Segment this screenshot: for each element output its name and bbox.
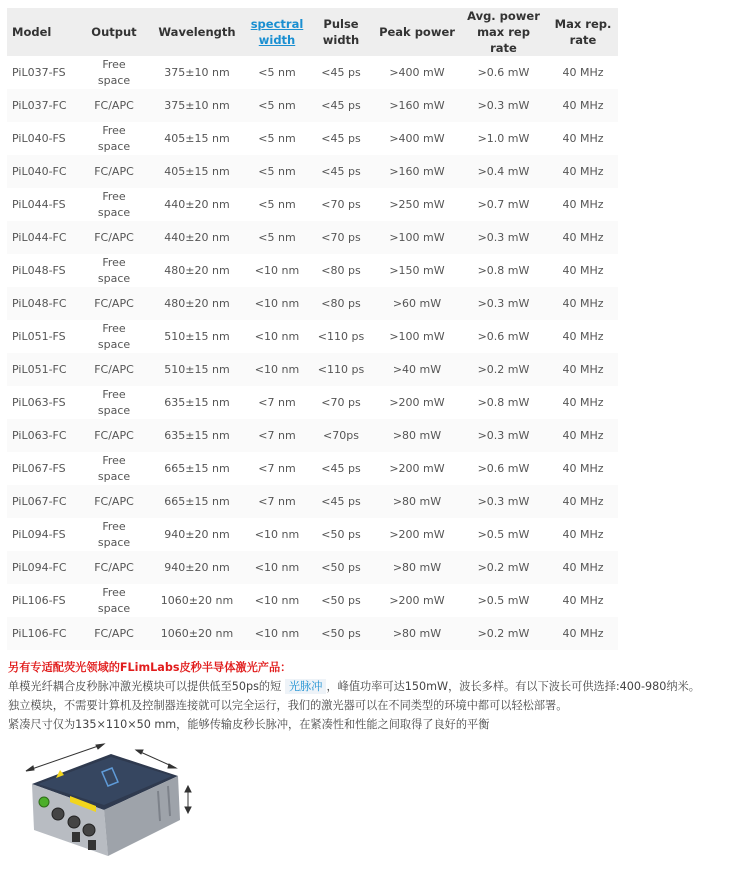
cell-output [81,419,147,452]
cell-peak: >80 mW [375,617,459,650]
laser-module-icon [8,738,208,868]
cell-wavelength: 940±20 nm [164,527,230,541]
cell-spectral: <10 nm [254,263,300,277]
cell-avg: >0.3 mW [459,89,548,122]
cell-peak: >160 mW [375,155,459,188]
output-value: Free space [97,123,131,153]
cell-rep: 40 MHz [548,89,618,122]
cell-pulse: <50 ps [307,617,375,650]
cell-spectral: <7 nm [247,485,307,518]
cell-wavelength: 375±10 nm [147,89,247,122]
output-value: Free space [97,255,131,285]
cell-pulse: <45 ps [307,155,375,188]
laser-module-image [8,738,208,872]
cell-wavelength: 635±15 nm [164,395,230,409]
cell-output [81,518,147,551]
cell-spectral: <7 nm [247,419,307,452]
cell-wavelength: 480±20 nm [164,263,230,277]
pulse-width-line2: width [322,33,360,47]
output-value: FC/APC [94,494,134,508]
cell-rep: 40 MHz [562,263,604,277]
cell-avg: >0.5 mW [477,593,530,607]
cell-output [81,56,147,89]
cell-model: PiL037-FS [12,65,66,79]
cell-peak: >200 mW [389,593,445,607]
cell-wavelength: 480±20 nm [147,287,247,320]
cell-avg: >0.3 mW [459,485,548,518]
cell-avg: >0.8 mW [477,395,530,409]
output-value: FC/APC [94,230,134,244]
pulse-width-line1: Pulse [323,17,359,31]
cell-pulse: <45 ps [321,65,361,79]
output-value: Free space [97,57,131,87]
notes-line-3: 紧凑尺寸仅为135×110×50 mm，能够传输皮秒长脉冲，在紧凑性和性能之间取得了良好的平衡 [8,718,490,731]
cell-model: PiL063-FS [12,395,66,409]
cell-model: PiL044-FC [7,221,81,254]
cell-rep: 40 MHz [548,551,618,584]
cell-peak: >80 mW [375,485,459,518]
cell-peak: >100 mW [389,329,445,343]
cell-rep: 40 MHz [562,527,604,541]
cell-avg: >0.3 mW [459,287,548,320]
cell-output [81,89,147,122]
cell-rep: 40 MHz [562,197,604,211]
cell-spectral: <10 nm [247,551,307,584]
table-row [7,287,618,320]
cell-spectral: <10 nm [254,593,300,607]
table-row [7,551,618,584]
cell-avg: >0.2 mW [459,617,548,650]
cell-avg: >1.0 mW [477,131,530,145]
table-row [7,584,618,617]
cell-model: PiL067-FC [7,485,81,518]
product-notes [8,658,743,734]
notes-line-1-text: 单模光纤耦合皮秒脉冲激光模块可以提供低至50ps的短 [8,680,282,693]
table-row [7,221,618,254]
cell-avg: >0.2 mW [459,551,548,584]
cell-output [81,320,147,353]
max-rep-line1: Max rep. [554,17,612,31]
cell-wavelength: 375±10 nm [164,65,230,79]
cell-output [81,254,147,287]
table-row [7,485,618,518]
cell-peak: >80 mW [375,551,459,584]
table-header-row [7,8,618,56]
cell-pulse: <50 ps [321,527,361,541]
cell-peak: >100 mW [375,221,459,254]
cell-output [81,551,147,584]
cell-peak: >40 mW [375,353,459,386]
cell-model: PiL094-FC [7,551,81,584]
cell-spectral: <5 nm [258,197,296,211]
cell-peak: >200 mW [389,395,445,409]
notes-heading: 另有专适配荧光领域的FLimLabs皮秒半导体激光产品： [8,661,292,674]
table-row [7,419,618,452]
cell-model: PiL106-FS [12,593,66,607]
header-peak-power: Peak power [375,8,459,56]
cell-peak: >400 mW [389,65,445,79]
cell-rep: 40 MHz [562,131,604,145]
cell-peak: >150 mW [389,263,445,277]
output-value: Free space [97,585,131,615]
cell-wavelength: 440±20 nm [147,221,247,254]
output-value: Free space [97,519,131,549]
table-body [7,56,618,650]
spectral-width-link[interactable] [251,17,304,47]
table-row [7,89,618,122]
table-row [7,56,618,89]
cell-peak: >160 mW [375,89,459,122]
cell-avg: >0.7 mW [477,197,530,211]
cell-pulse: <70 ps [307,221,375,254]
cell-peak: >60 mW [375,287,459,320]
cell-rep: 40 MHz [548,287,618,320]
cell-model: PiL044-FS [12,197,66,211]
table-row [7,188,618,221]
table-row [7,452,618,485]
spectral-width-line2[interactable]: width [258,33,296,47]
cell-spectral: <5 nm [247,89,307,122]
cell-model: PiL048-FC [7,287,81,320]
cell-output [81,584,147,617]
table-row [7,155,618,188]
header-max-rep-rate [548,8,618,56]
cell-rep: 40 MHz [548,353,618,386]
cell-output [81,485,147,518]
cell-spectral: <10 nm [254,329,300,343]
cell-peak: >200 mW [389,461,445,475]
cell-output [81,617,147,650]
cell-spectral: <5 nm [247,155,307,188]
header-wavelength: Wavelength [147,8,247,56]
cell-spectral: <5 nm [258,65,296,79]
cell-pulse: <45 ps [321,131,361,145]
cell-pulse: <70 ps [321,197,361,211]
cell-peak: >80 mW [375,419,459,452]
table-row [7,353,618,386]
cell-avg: >0.3 mW [459,221,548,254]
cell-peak: >200 mW [389,527,445,541]
cell-avg: >0.6 mW [477,329,530,343]
cell-pulse: <70 ps [321,395,361,409]
cell-pulse: <110 ps [317,329,365,343]
cell-spectral: <5 nm [258,131,296,145]
output-value: FC/APC [94,164,134,178]
cell-wavelength: 940±20 nm [147,551,247,584]
cell-model: PiL037-FC [7,89,81,122]
cell-avg: >0.6 mW [477,461,530,475]
cell-peak: >250 mW [389,197,445,211]
output-value: FC/APC [94,98,134,112]
cell-spectral: <5 nm [247,221,307,254]
output-value: Free space [97,189,131,219]
cell-spectral: <7 nm [258,461,296,475]
cell-model: PiL094-FS [12,527,66,541]
light-pulse-link[interactable]: 光脉冲 [285,679,327,694]
table-row [7,122,618,155]
notes-line-1 [8,677,743,696]
spectral-width-line1[interactable]: spectral [250,17,304,31]
cell-pulse: <70ps [307,419,375,452]
cell-avg: >0.6 mW [477,65,530,79]
cell-rep: 40 MHz [562,395,604,409]
cell-wavelength: 1060±20 nm [160,593,234,607]
cell-wavelength: 1060±20 nm [147,617,247,650]
output-value: Free space [97,321,131,351]
cell-wavelength: 440±20 nm [164,197,230,211]
cell-wavelength: 665±15 nm [164,461,230,475]
notes-line-1-tail: ，峰值功率可达150mW，波长多样。有以下波长可供选择:400-980纳米。 [326,680,700,693]
cell-avg: >0.3 mW [459,419,548,452]
header-pulse-width [307,8,375,56]
cell-wavelength: 405±15 nm [147,155,247,188]
output-value: FC/APC [94,296,134,310]
cell-rep: 40 MHz [562,461,604,475]
cell-pulse: <80 ps [307,287,375,320]
cell-output [81,221,147,254]
cell-spectral: <7 nm [258,395,296,409]
cell-pulse: <45 ps [321,461,361,475]
cell-model: PiL051-FC [7,353,81,386]
cell-output [81,188,147,221]
cell-output [81,353,147,386]
cell-wavelength: 510±15 nm [164,329,230,343]
cell-pulse: <45 ps [307,485,375,518]
cell-output [81,287,147,320]
cell-spectral: <10 nm [247,287,307,320]
cell-avg: >0.2 mW [459,353,548,386]
cell-avg: >0.8 mW [477,263,530,277]
header-avg-power [459,8,548,56]
header-model: Model [7,8,81,56]
header-spectral-width[interactable] [247,8,307,56]
cell-output [81,452,147,485]
cell-rep: 40 MHz [548,617,618,650]
cell-wavelength: 665±15 nm [147,485,247,518]
cell-spectral: <10 nm [247,353,307,386]
cell-output [81,386,147,419]
table-row [7,254,618,287]
output-value: FC/APC [94,560,134,574]
output-value: FC/APC [94,428,134,442]
fiber-connector-green [39,797,49,807]
cell-model: PiL040-FC [7,155,81,188]
cell-output [81,122,147,155]
cell-pulse: <50 ps [307,551,375,584]
cell-rep: 40 MHz [548,485,618,518]
cell-avg: >0.5 mW [477,527,530,541]
cell-peak: >400 mW [389,131,445,145]
cell-pulse: <45 ps [307,89,375,122]
cell-model: PiL063-FC [7,419,81,452]
cell-wavelength: 510±15 nm [147,353,247,386]
cell-spectral: <10 nm [247,617,307,650]
output-value: FC/APC [94,362,134,376]
output-value: FC/APC [94,626,134,640]
laser-specs-table [7,8,618,650]
cell-model: PiL106-FC [7,617,81,650]
cell-pulse: <80 ps [321,263,361,277]
cell-wavelength: 635±15 nm [147,419,247,452]
cell-output [81,155,147,188]
header-output: Output [81,8,147,56]
cell-rep: 40 MHz [562,593,604,607]
cell-spectral: <10 nm [254,527,300,541]
cell-model: PiL067-FS [12,461,66,475]
cell-wavelength: 405±15 nm [164,131,230,145]
notes-line-2: 独立模块，不需要计算机及控制器连接就可以完全运行，我们的激光器可以在不同类型的环境中都可以轻松部署。 [8,699,568,712]
cell-pulse: <50 ps [321,593,361,607]
cell-rep: 40 MHz [548,221,618,254]
table-row [7,320,618,353]
cell-pulse: <110 ps [307,353,375,386]
avg-power-line1: Avg. power [467,9,540,23]
max-rep-line2: rate [569,33,597,47]
output-value: Free space [97,453,131,483]
output-value: Free space [97,387,131,417]
cell-avg: >0.4 mW [459,155,548,188]
table-row [7,617,618,650]
cell-rep: 40 MHz [548,419,618,452]
cell-model: PiL048-FS [12,263,66,277]
cell-rep: 40 MHz [548,155,618,188]
table-row [7,518,618,551]
cell-rep: 40 MHz [562,329,604,343]
table-row [7,386,618,419]
avg-power-line2: max rep rate [477,25,530,55]
cell-rep: 40 MHz [562,65,604,79]
cell-model: PiL040-FS [12,131,66,145]
cell-model: PiL051-FS [12,329,66,343]
